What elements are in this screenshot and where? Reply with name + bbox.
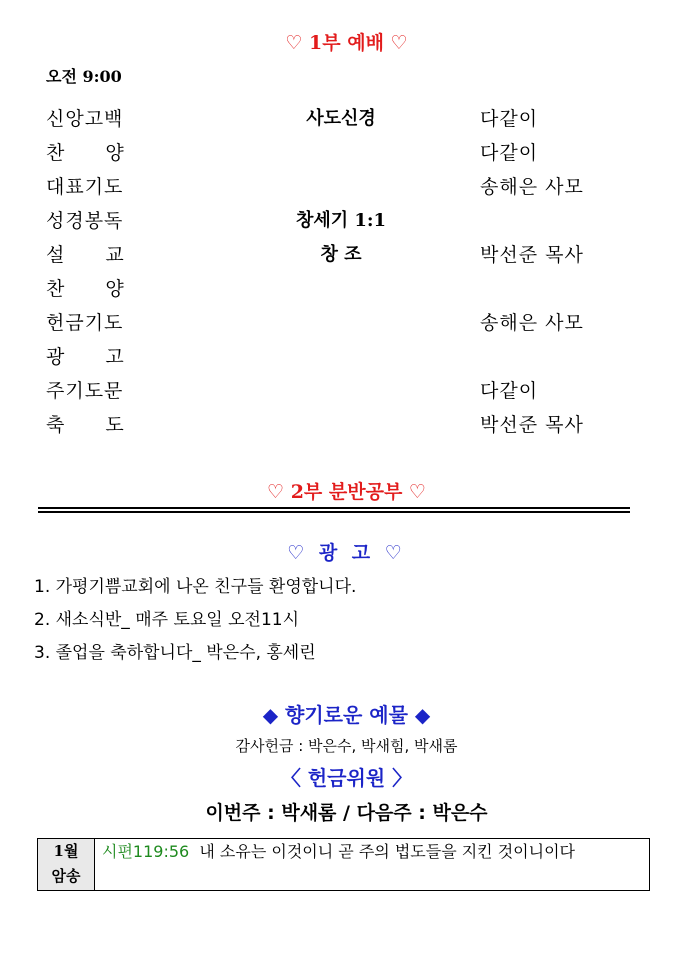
- order-item: 설 교: [46, 244, 125, 266]
- order-content: 창 조: [320, 244, 362, 265]
- order-row: [46, 206, 646, 236]
- announcement-item: 2. 새소식반_ 매주 토요일 오전11시: [34, 610, 300, 630]
- order-leader: 다같이: [480, 380, 539, 402]
- order-leader: 다같이: [480, 142, 539, 164]
- announcement-item: 1. 가평기쁨교회에 나온 친구들 환영합니다.: [34, 577, 357, 597]
- order-leader: 박선준 목사: [480, 414, 584, 436]
- memory-verse-month: 1월: [53, 842, 79, 860]
- order-row: [46, 104, 646, 134]
- order-content: 사도신경: [306, 108, 376, 129]
- memory-verse-label-text: 암송: [51, 867, 81, 885]
- double-divider-top: [38, 507, 630, 509]
- order-row: [46, 274, 646, 304]
- memory-verse-text: [102, 839, 642, 865]
- order-item: 찬 양: [46, 142, 125, 164]
- order-item: 대표기도: [46, 176, 124, 198]
- order-row: [46, 240, 646, 270]
- memory-verse-box: [37, 838, 650, 891]
- order-item: 찬 양: [46, 278, 125, 300]
- order-row: [46, 308, 646, 338]
- memory-verse-body: 내 소유는 이것이니 곧 주의 법도들을 지킨 것이니이다: [189, 842, 576, 861]
- order-item: 광 고: [46, 346, 125, 368]
- offering-title: ◆ 향기로운 예물 ◆: [262, 703, 431, 727]
- offering-committee-title: 〈 헌금위원 〉: [280, 766, 413, 790]
- service-time: 오전 9:00: [46, 67, 122, 86]
- order-row: [46, 342, 646, 372]
- order-leader: 송해은 사모: [480, 176, 584, 198]
- announcement-item: 3. 졸업을 축하합니다_ 박은수, 홍세린: [34, 643, 316, 663]
- order-item: 헌금기도: [46, 312, 124, 334]
- order-item: 성경봉독: [46, 210, 124, 232]
- order-leader: 박선준 목사: [480, 244, 584, 266]
- order-row: [46, 376, 646, 406]
- memory-verse-label: [38, 839, 95, 890]
- order-row: [46, 172, 646, 202]
- thanks-offering: 감사헌금 : 박은수, 박새힘, 박새롬: [235, 737, 458, 755]
- order-item: 신앙고백: [46, 108, 124, 130]
- service2-title: ♡ 2부 분반공부 ♡: [267, 481, 426, 503]
- order-leader: 다같이: [480, 108, 539, 130]
- memory-verse-reference: 시편119:56: [102, 842, 190, 861]
- service1-title: ♡ 1부 예배 ♡: [285, 32, 408, 54]
- order-row: [46, 138, 646, 168]
- order-item: 축 도: [46, 414, 125, 436]
- order-row: [46, 410, 646, 440]
- order-item: 주기도문: [46, 380, 124, 402]
- order-content: 창세기 1:1: [295, 210, 387, 231]
- double-divider-bottom: [38, 511, 630, 513]
- offering-duty: 이번주 : 박새롬 / 다음주 : 박은수: [205, 802, 488, 824]
- announcements-title: ♡ 광 고 ♡: [287, 542, 406, 564]
- order-leader: 송해은 사모: [480, 312, 584, 334]
